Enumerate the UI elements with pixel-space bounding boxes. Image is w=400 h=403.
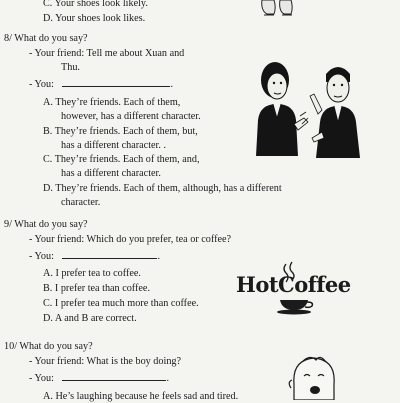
q9-friend-line: - Your friend: Which do you prefer, tea or coffee? xyxy=(29,234,232,245)
q8-option-c-line2: has a different character. xyxy=(61,168,161,179)
boy-image xyxy=(284,354,344,400)
q10-you-line xyxy=(29,371,169,385)
q8-option-c-line1: C. They’re friends. Each of them, and, xyxy=(43,154,200,165)
q9-option-d: D. A and B are correct. xyxy=(43,313,137,324)
q8-answer-blank xyxy=(62,77,170,87)
q8-option-b-line2: has a different character. . xyxy=(61,140,167,151)
q8-you-label: - You: xyxy=(29,79,54,90)
q9-option-b: B. I prefer tea than coffee. xyxy=(43,283,151,294)
shoes-image xyxy=(258,0,298,20)
q8-option-d-line2: character. xyxy=(61,197,101,208)
q7-option-c: C. Your shoes look likely. xyxy=(43,0,148,9)
q8-friend-line1: - Your friend: Tell me about Xuan and xyxy=(29,48,185,59)
q8-option-a-line1: A. They’re friends. Each of them, xyxy=(43,97,181,108)
q10-option-a: A. He’s laughing because he feels sad and tired. xyxy=(43,391,239,402)
q10-answer-blank xyxy=(62,371,166,381)
q10-friend-line: - Your friend: What is the boy doing? xyxy=(29,356,182,367)
q8-you-line xyxy=(29,77,173,91)
q8-option-b-line1: B. They’re friends. Each of them, but, xyxy=(43,126,198,137)
q9-header: 9/ What do you say? xyxy=(4,219,88,230)
q9-option-a: A. I prefer tea to coffee. xyxy=(43,268,141,279)
q9-you-label: - You: xyxy=(29,251,54,262)
q8-you-end: . xyxy=(170,79,174,90)
q10-you-label: - You: xyxy=(29,373,54,384)
q8-option-d-line1: D. They’re friends. Each of them, although, has a different xyxy=(43,183,282,194)
q9-answer-blank xyxy=(62,249,157,259)
q7-option-d: D. Your shoes look likes. xyxy=(43,13,146,24)
q8-header: 8/ What do you say? xyxy=(4,33,88,44)
q9-you-line xyxy=(29,249,160,263)
q8-friend-line2: Thu. xyxy=(61,62,80,73)
hot-coffee-logo xyxy=(236,260,356,318)
q8-option-a-line2: however, has a different character. xyxy=(61,111,201,122)
q10-header: 10/ What do you say? xyxy=(4,341,93,352)
q9-you-end: . xyxy=(157,251,161,262)
q9-option-c: C. I prefer tea much more than coffee. xyxy=(43,298,199,309)
q10-you-end: . xyxy=(166,373,170,384)
hot-coffee-logo-text: HotCoffee xyxy=(236,272,351,297)
people-talking-image xyxy=(250,52,370,162)
